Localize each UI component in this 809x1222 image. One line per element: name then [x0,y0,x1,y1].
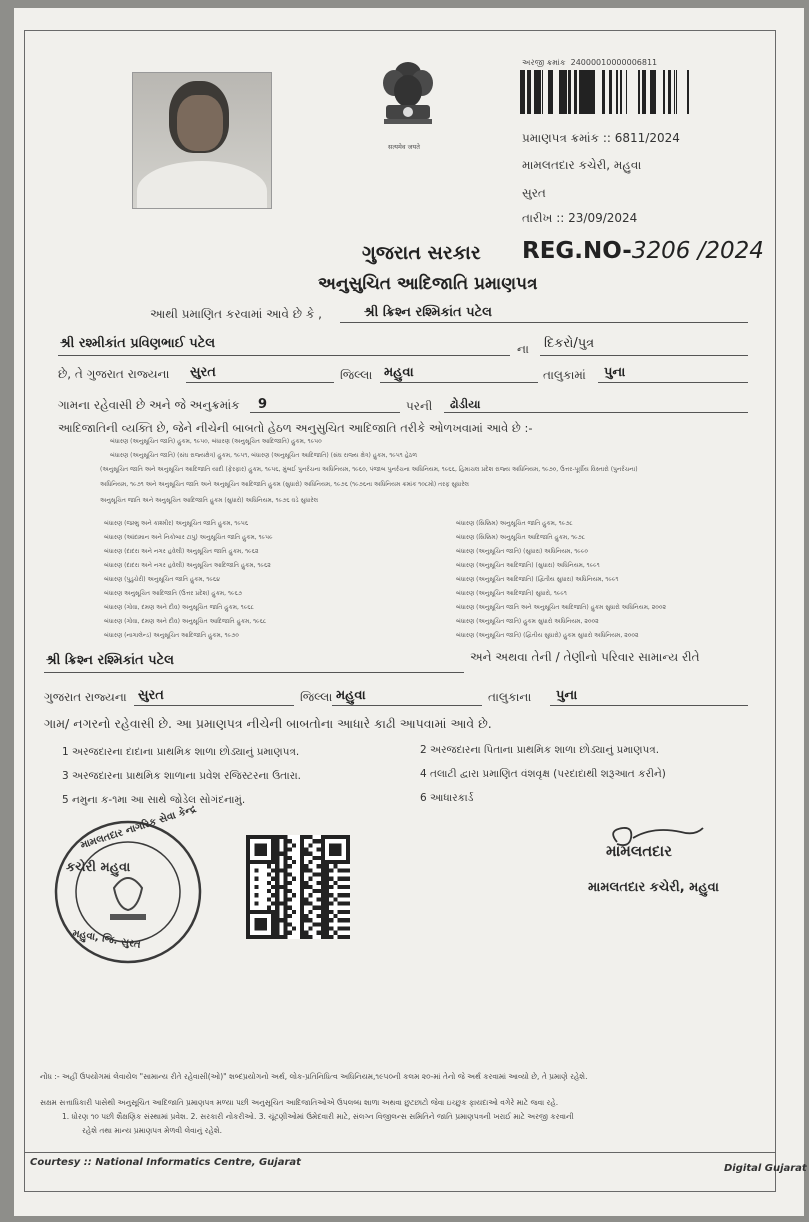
order-line-left: બંધારણ (જમ્મુ અને કાશ્મીર) અનુસૂચિત જાતિ હુકમ, ૧૯૫૬ [104,520,249,527]
tribe-value: ઢોડીયા [450,397,481,411]
order-line: (અનુસૂચિત જાતિ અને અનુસૂચિત આદિજાતિ યાદી (ફેરફાર) હુકમ, ૧૯૫૬, મુંબઈ પુનર્રચના અધિનિયમ, ૧૯૬૦, પંજાબ પુનર્રચના અધિનિયમ, ૧૯૬૬, હિમાચલ પ્રદેશ રાજ્ય અધિનિયમ, ૧૯૭૦, ઉત્તર-પૂર્વીય વિસ્તારો (પુનર્રચના) [100,466,638,473]
document-item: 5 નમુના ક-૧મા આ સાથે જોડેલ સોગંદનામું. [62,794,246,806]
family-text: અને અથવા તેની / તેણીનો પરિવાર સામાન્ય રીતે [470,650,700,664]
parent-name: શ્રી રશ્મીકાંત પ્રવિણભાઈ પટેલ [60,336,216,351]
residence-taluka-value: પુના [556,688,578,703]
order-line-left: બંધારણ અનુસૂચિત આદિજાતિ (ઉત્તર પ્રદેશ) હુકમ, ૧૯૬૭ [104,590,242,597]
residence-state-prefix: ગુજરાત રાજ્યના [44,690,127,704]
order-line-right: બંધારણ (અનુસૂચિત આદિજાતિ) સુધારો, ૧૯૯૧ [456,590,567,597]
order-line-right: બંધારણ (અનુસૂચિત જાતિ) (સુધારા) અધિનિયમ, ૧૯૯૦ [456,548,588,555]
order-line: બંધારણ (અનુસૂચિત જાતિ) હુકમ, ૧૯૫૦, બંધારણ (અનુસૂચિત આદિજાતિ) હુકમ, ૧૯૫૦ [110,438,322,445]
document-item: 1 અરજદારના દાદાના પ્રાથમિક શાળા છોડ્યાનું પ્રમાણપત્ર. [62,746,300,758]
document-item: 2 અરજદારના પિતાના પ્રાથમિક શાળા છોડ્યાનું પ્રમાણપત્ર. [420,744,660,756]
order-line-right: બંધારણ (અનુસૂચિત જાતિ) હુકમ સુધારો અધિનિયમ, ૨૦૦૨ [456,618,599,625]
barcode [520,70,690,114]
taluka-label: તાલુકામાં [543,368,586,382]
residence-district-label: જિલ્લા [300,690,333,704]
note-3: 1. ધોરણ ૧૦ પછી શૈક્ષણિક સંસ્થામાં પ્રવેશ. 2. સરકારી નોકરીઓ. 3. ચૂંટણીઓમાં ઉમેદવારી માટે, સંલગ્ન વિજીલન્સ સમિતિને જાતિ પ્રમાણપત્રની ખરાઈ માટે અરજી કરવાની [62,1112,574,1121]
signatory-office: મામલતદાર કચેરી, મહુવા [588,880,719,895]
order-line: અનુસૂચિત જાતિ અને અનુસૂચિત આદિજાતિ હુકમ (સુધારો) અધિનિયમ, ૧૯૭૬ વડે સુધારેલ [100,497,319,504]
residence-taluka-label: તાલુકાના [488,690,532,704]
order-line-right: બંધારણ (સિક્કિમ) અનુસૂચિત જાતિ હુકમ, ૧૯૭૮ [456,520,573,527]
district-value: મહુવા [384,365,414,380]
tribe-statement: આદિજાતિની વ્યક્તિ છે, જેને નીચેની બાબતો હેઠળ અનુસુચિત આદિજાતિ તરીકે ઓળખવામાં આવે છે :- [58,421,533,435]
stamp-bottom-text: મહુવા, જિ. સુરત [71,928,142,951]
residence-holder-name: શ્રી ક્રિશ્ન રશ્મિકાંત પટેલ [46,653,175,668]
note-4: રહેશે તથા માન્ય પ્રમાણપત્ર મેળવી લેવાનું રહેશે. [82,1126,223,1135]
certificate-title: અનુસુચિત આદિજાતિ પ્રમાણપત્ર [318,274,538,294]
certificate-number: પ્રમાણપત્ર ક્રમાંક :: 6811/2024 [522,131,680,145]
signatory-designation: મામલતદાર [606,842,672,860]
note-1: નોંધ :- અહીં ઉપયોગમાં લેવાયેલ "સામાન્ય રીતે રહેવાસી(ઓ)" શબ્દપ્રયોગનો અર્થ, લોક-પ્રતિનિધિત્વ અધિનિયમ,૧૯૫૦ની કલમ ૨૦-માં તેનો જે અર્થ કરવામાં આવ્યો છે, તે પ્રમાણે રહેશે. [40,1072,588,1081]
serial-number: 9 [258,397,268,412]
applicant-photo [132,72,272,209]
certify-intro: આથી પ્રમાણિત કરવામાં આવે છે કે , [150,307,322,321]
taluka-value: પુના [604,365,626,380]
district-line: સુરત [522,186,546,200]
order-line-left: બંધારણ (ગોવા, દમણ અને દીવ) અનુસૂચિત આદિજાતિ હુકમ, ૧૯૬૮ [104,618,267,625]
tribe-label: પરની [406,399,433,413]
order-line-left: બંધારણ (આંદામાન અને નિકોબાર ટાપુ) અનુસૂચિત જાતિ હુકમ, ૧૯૫૯ [104,534,273,541]
residence-statement: ગામ/ નગરનો રહેવાસી છે. આ પ્રમાણપત્ર નીચેની બાબતોના આધારે કાઢી આપવામાં આવે છે. [44,716,492,731]
registration-number: REG.NO-3206 /2024 [522,238,764,264]
na-label: ના [517,342,529,356]
order-line-left: બંધારણ (નાગાલેન્ડ) અનુસૂચિત આદિજાતિ હુકમ, ૧૯૭૦ [104,632,239,639]
order-line-right: બંધારણ (અનુસૂચિત જાતિ) (દ્વિતીય સુધારો) હુકમ સુધારો અધિનિયમ, ૨૦૦૨ [456,632,639,639]
issue-date: તારીખ :: 23/09/2024 [522,211,638,225]
document-item: 4 તલાટી દ્વારા પ્રમાણિત વંશવૃક્ષ (પરદાદાથી શરૂઆત કરીને) [420,768,666,780]
state-district-value: સુરત [190,365,216,380]
order-line: અધિનિયમ, ૧૯૭૧ અને અનુસૂચિત જાતિ અને અનુસૂચિત આદિજાતિ હુકમ (સુધારો) અધિનિયમ, ૧૯૭૬ (૧૯૭૬ના અધિનિયમ ક્રમાંક ૧૦૮મો) તરફ સુધારેલ [100,481,469,488]
order-line-right: બંધારણ (અનુસૂચિત આદિજાતિ) (દ્વિતીય સુધારા) અધિનિયમ, ૧૯૯૧ [456,576,619,583]
emblem-caption: सत्यमेव जयते [388,143,420,151]
footer-courtesy: Courtesy :: National Informatics Centre, Gujarat [30,1157,301,1168]
footer-brand: Digital Gujarat [724,1163,807,1174]
order-line-right: બંધારણ (અનુસૂચિત જાતિ અને અનુસૂચિત આદિજાતિ) હુકમ સુધારો અધિનિયમ, ૨૦૦૨ [456,604,667,611]
stamp-outer-text: મામલતદાર નાગરિક સેવા કેન્દ્ર [79,803,198,852]
document-item: 3 અરજદારના પ્રાથમિક શાળાના પ્રવેશ રજિસ્ટરના ઉતારા. [62,770,302,782]
order-line-left: બંધારણ (ગોવા, દમણ અને દીવ) અનુસૂચિત જાતિ હુકમ, ૧૯૬૮ [104,604,254,611]
order-line-left: બંધારણ (પુડુચેરી) અનુસૂચિત જાતિ હુકમ, ૧૯૬૪ [104,576,221,583]
document-item: 6 આધારકાર્ડ [420,792,474,804]
government-title: ગુજરાત સરકાર [362,242,481,264]
order-line-right: બંધારણ (સિક્કિમ) અનુસૂચિત આદિજાતિ હુકમ, ૧૯૭૮ [456,534,586,541]
order-line-left: બંધારણ (દાદરા અને નગર હવેલી) અનુસૂચિત આદિજાતિ હુકમ, ૧૯૬૨ [104,562,271,569]
district-label: જિલ્લા [340,368,373,382]
qr-code [246,835,350,939]
order-line-left: બંધારણ (દાદરા અને નગર હવેલી) અનુસૂચિત જાતિ હુકમ, ૧૯૬૨ [104,548,259,555]
note-2: સક્ષમ સત્તાધિકારી પાસેથી અનુસૂચિત આદિજાતિ પ્રમાણપત્ર મળ્યા પછી અનુસૂચિત આદિજાતિઓએ ઉપલબ્ધ શાળા અથવા છુટછાટો જેવા ઇચ્છુક ફાયદાઓ વગેરે માટે જવા રહે. [40,1098,559,1107]
office-line: મામલતદાર કચેરી, મહુવા [522,158,642,172]
relation: દિકરો/પુત્ર [544,336,595,351]
barcode-label: અરજી ક્રમાંક 24000010000006811 [522,58,658,67]
residence-district-value: મહુવા [336,688,366,703]
residence-state-district: સુરત [138,688,164,703]
holder-name: શ્રી ક્રિશ્ન રશ્મિકાંત પટેલ [364,305,493,320]
order-line-right: બંધારણ (અનુસૂચિત આદિજાતિ) (સુધારા) અધિનિયમ, ૧૯૯૧ [456,562,600,569]
national-emblem-icon [374,55,442,147]
order-line: બંધારણ (અનુસૂચિત જાતિ) (સંઘ રાજ્યક્ષેત્ર) હુકમ, ૧૯૫૧, બંધારણ (અનુસૂચિત આદિજાતિ) (સંઘ રાજ્ય ક્ષેત્ર) હુકમ, ૧૯૫૧ હેઠળ [110,452,418,459]
state-prefix: છે, તે ગુજરાત રાજ્યના [58,367,170,381]
village-resident-text: ગામના રહેવાસી છે અને જે અનુક્રમાંક [58,398,240,412]
stamp-center-text: કચેરી મહુવા [66,860,131,875]
